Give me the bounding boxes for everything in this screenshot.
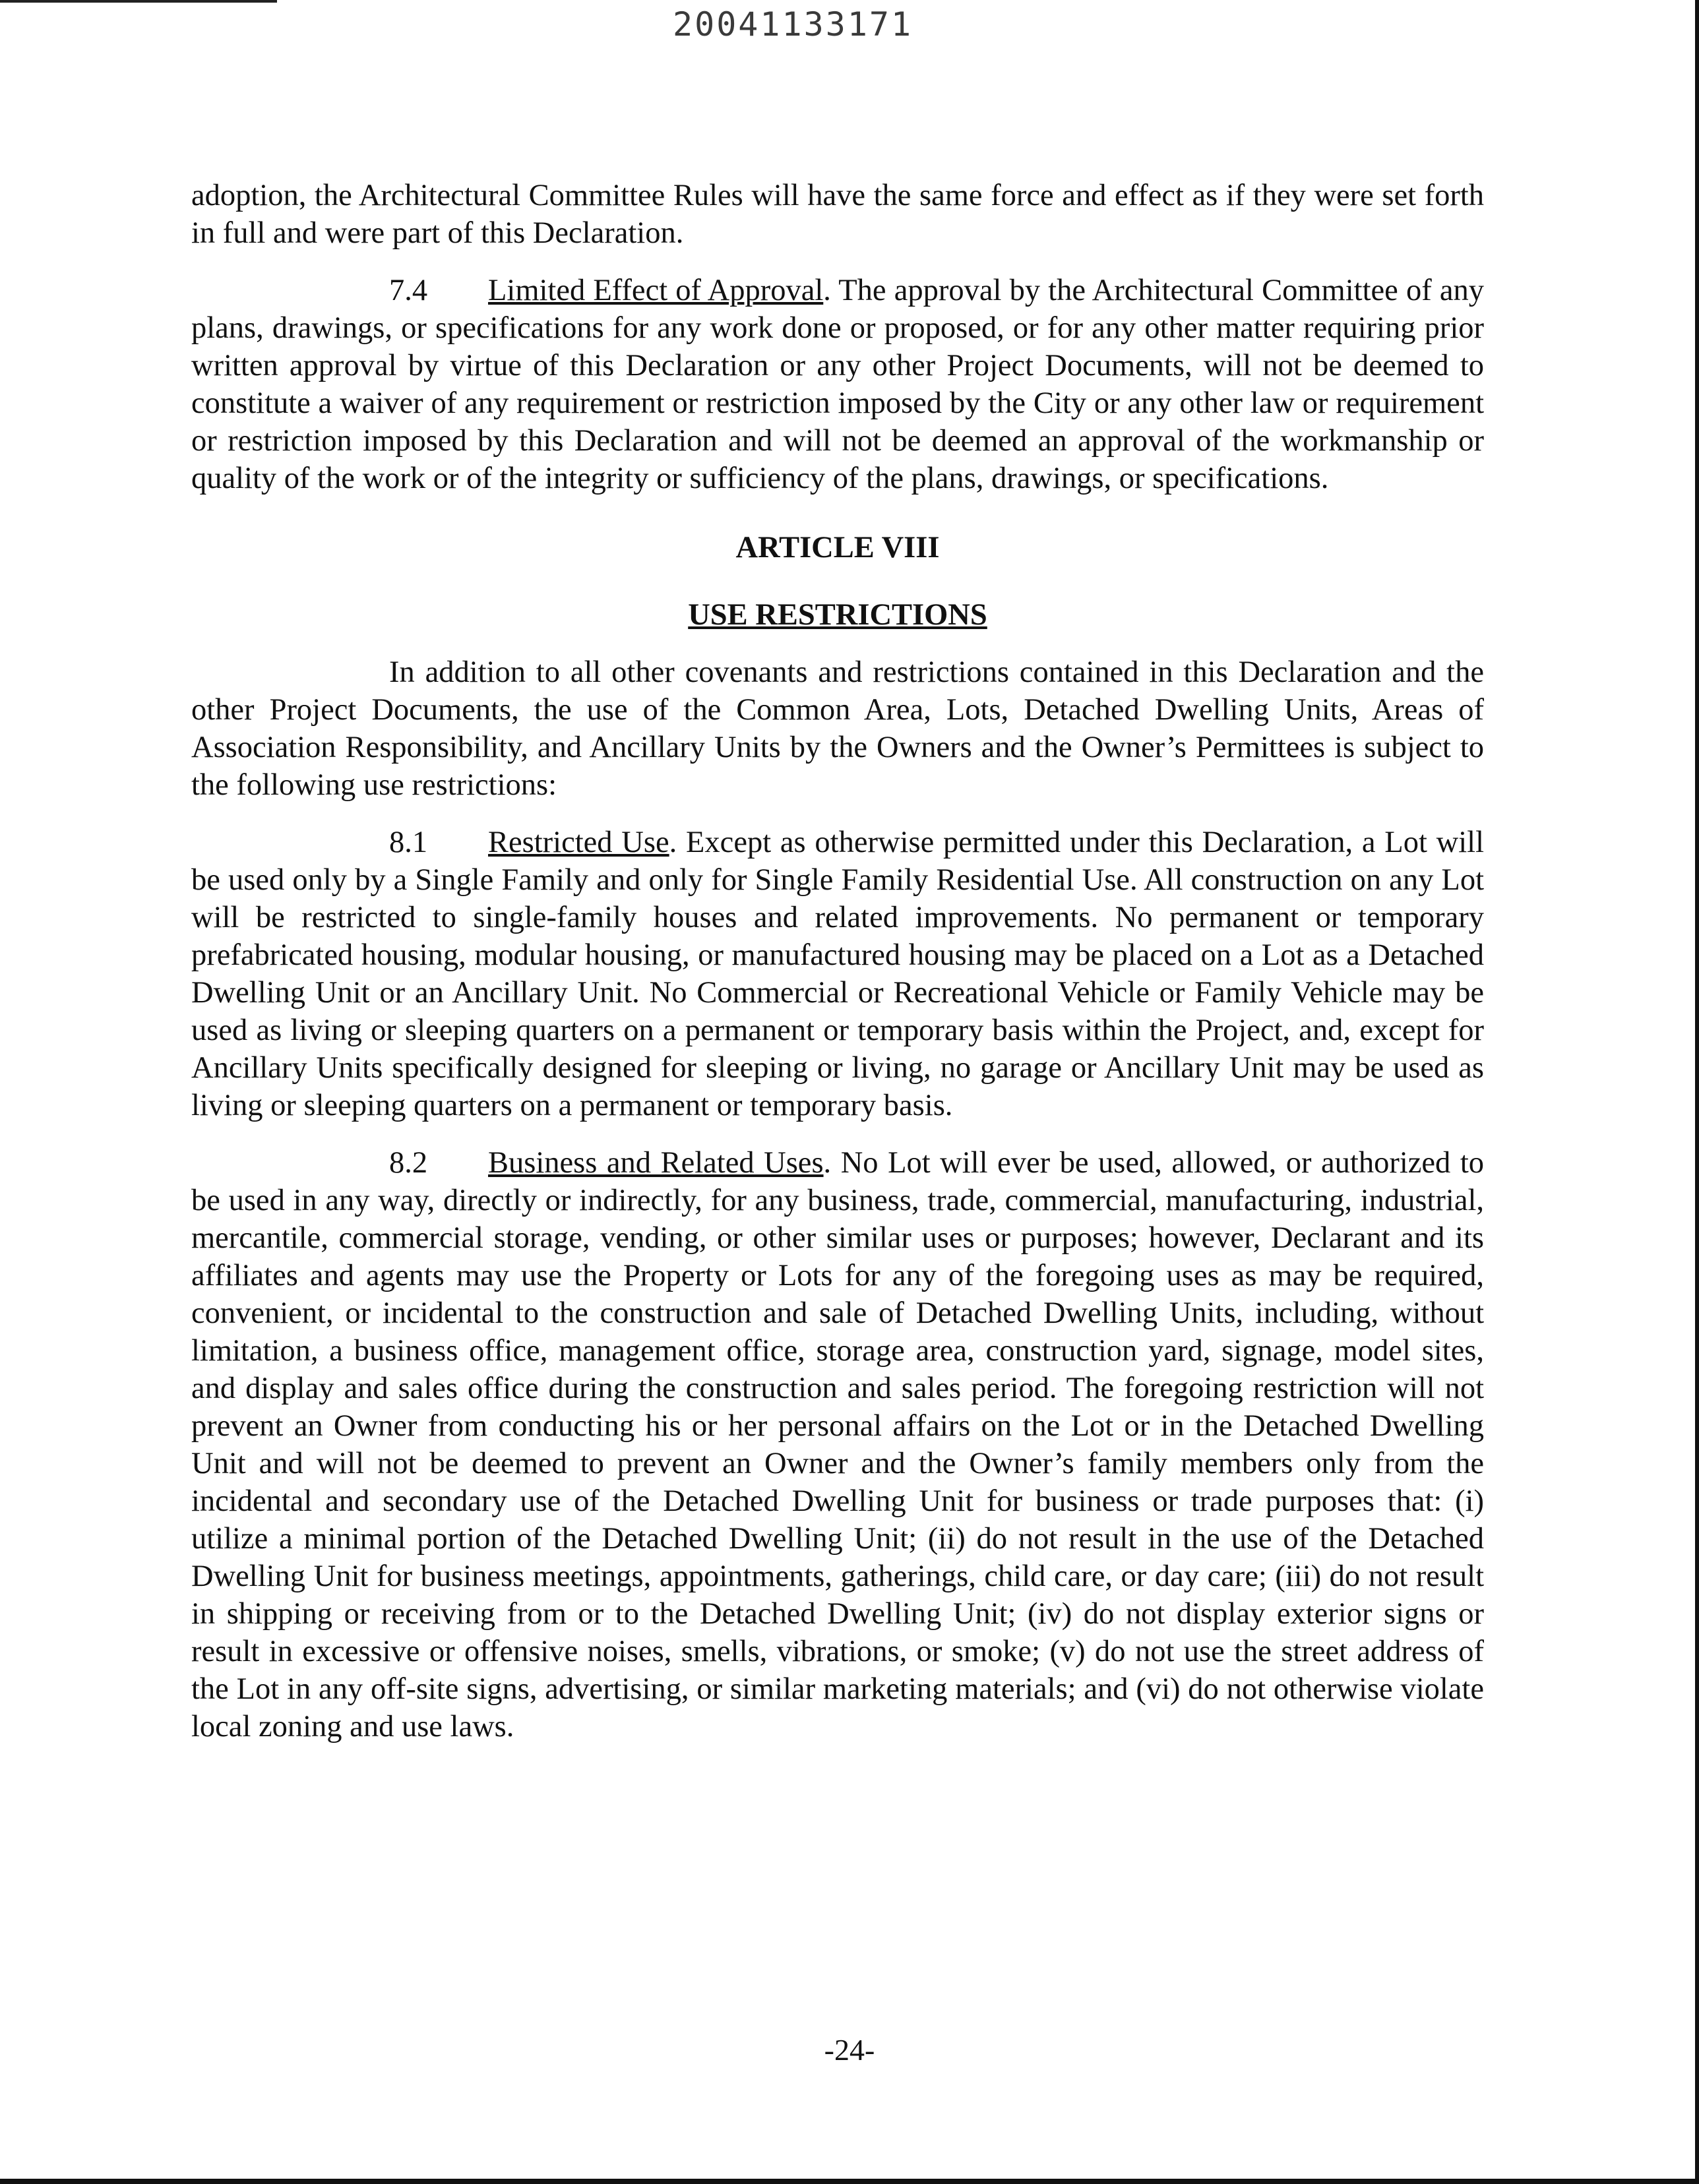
section-8-2-paragraph [191, 1144, 1484, 1745]
section-8-2-number: 8.2 [389, 1146, 428, 1180]
section-8-1-number: 8.1 [389, 826, 428, 859]
section-8-1-title: Restricted Use [488, 826, 669, 859]
continuation-paragraph: adoption, the Architectural Committee Rules will have the same force and effect as if they were set forth in full and were part of this Declaration. [191, 179, 1484, 250]
scan-edge-top [0, 0, 277, 3]
section-7-4-paragraph [191, 272, 1484, 497]
page-number: -24- [824, 2033, 875, 2067]
page-body [191, 177, 1484, 1745]
scan-edge-bottom [0, 2179, 1699, 2184]
section-8-1-paragraph [191, 824, 1484, 1124]
use-restrictions-heading: USE RESTRICTIONS [688, 598, 987, 632]
section-7-4-text: . The approval by the Architectural Committee of any plans, drawings, or specifications for any work done or proposed, or for any other matter requiring prior written approval by virtue of this Declaration or any other Project Documents, will not be deemed to constitute a waiver of any requirement or restriction imposed by the City or any other law or requirement or restriction imposed by this Declaration and will not be deemed an approval of the workmanship or quality of the work or of the integrity or sufficiency of the plans, drawings, or specifications. [191, 274, 1484, 495]
intro-paragraph: In addition to all other covenants and restrictions contained in this Declaration and the other Project Documents, the use of the Common Area, Lots, Detached Dwelling Units, Areas of Association Responsibility, and Ancillary Units by the Owners and the Owner’s Permittees is subject to the following use restrictions: [191, 655, 1484, 802]
scan-edge-right [1695, 0, 1699, 2184]
section-8-2-title: Business and Related Uses [488, 1146, 824, 1180]
section-8-1-text: . Except as otherwise permitted under this Declaration, a Lot will be used only by a Single Family and only for Single Family Residential Use. All construction on any Lot will be restricted to single-family houses and related improvements. No permanent or temporary prefabricated housing, modular housing, or manufactured housing may be placed on a Lot as a Detached Dwelling Unit or an Ancillary Unit. No Commercial or Recreational Vehicle or Family Vehicle may be used as living or sleeping quarters on a permanent or temporary basis within the Project, and, except for Ancillary Units specifically designed for sleeping or living, no garage or Ancillary Unit may be used as living or sleeping quarters on a permanent or temporary basis. [191, 826, 1484, 1122]
document-number: 20041133171 [673, 5, 913, 44]
section-7-4-title: Limited Effect of Approval [488, 274, 824, 307]
article-heading: ARTICLE VIII [735, 531, 940, 564]
section-7-4-number: 7.4 [389, 274, 428, 307]
section-8-2-text: . No Lot will ever be used, allowed, or authorized to be used in any way, directly or indirectly, for any business, trade, commercial, manufacturing, industrial, mercantile, commercial storage, vending, or other similar uses or purposes; however, Declarant and its affiliates and agents may use the Property or Lots for any of the foregoing uses as may be required, convenient, or incidental to the construction and sale of Detached Dwelling Units, including, without limitation, a business office, management office, storage area, construction yard, signage, model sites, and display and sales office during the construction and sales period. The foregoing restriction will not prevent an Owner from conducting his or her personal affairs on the Lot or in the Detached Dwelling Unit and will not be deemed to prevent an Owner and the Owner’s family members only from the incidental and secondary use of the Detached Dwelling Unit for business or trade purposes that: (i) utilize a minimal portion of the Detached Dwelling Unit; (ii) do not result in the use of the Detached Dwelling Unit for business meetings, appointments, gatherings, child care, or day care; (iii) do not result in shipping or receiving from or to the Detached Dwelling Unit; (iv) do not display exterior signs or result in excessive or offensive noises, smells, vibrations, or smoke; (v) do not use the street address of the Lot in any off-site signs, advertising, or similar marketing materials; and (vi) do not otherwise violate local zoning and use laws. [191, 1146, 1484, 1744]
